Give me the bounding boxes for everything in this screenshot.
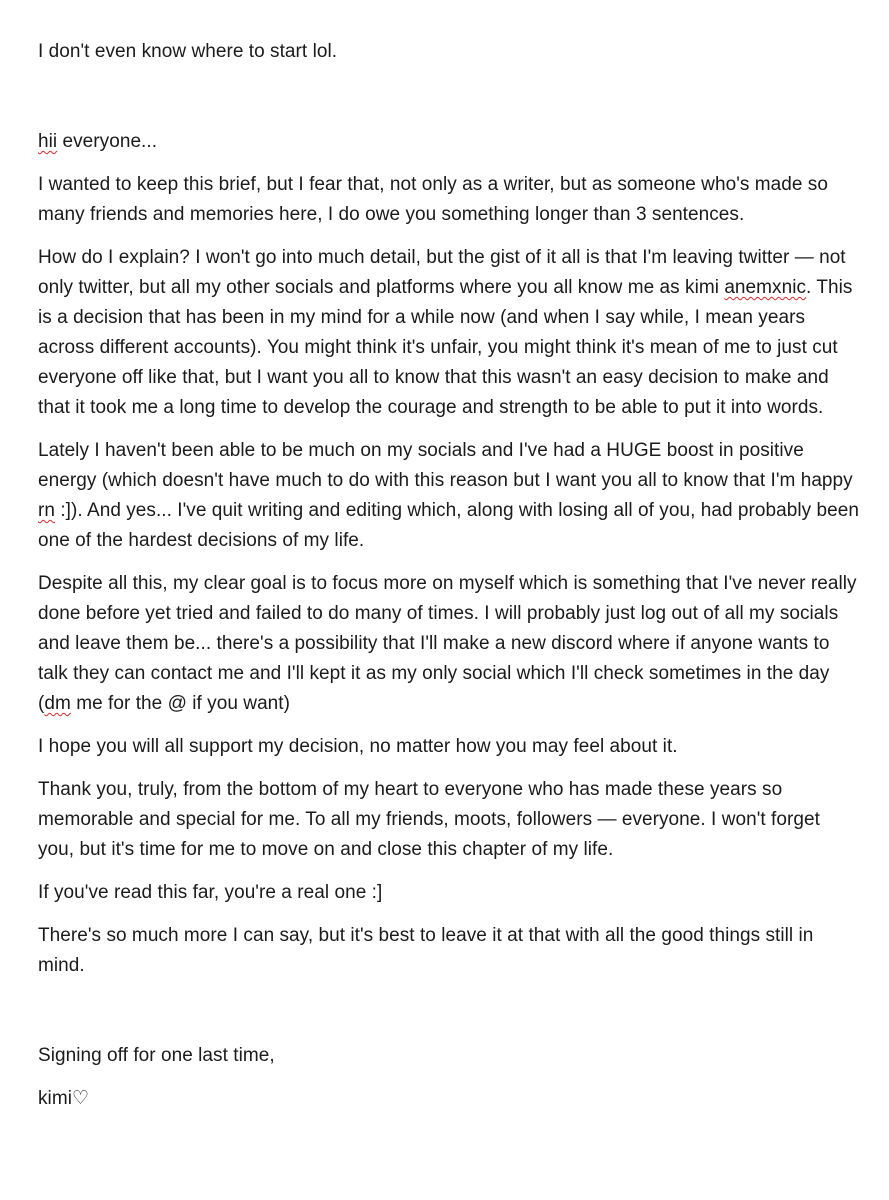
paragraph-text: Despite all this, my clear goal is to focus more on myself which is something that I've never really done before yet tried and failed to do many of times. I will probably just log out of all my socials and leave them be... there's a possibility that I'll make a new discord where if anyone wants to talk they can contact me and I'll kept it as my only social which I'll check sometimes in the day ( [38, 573, 857, 714]
paragraph-thanks: Thank you, truly, from the bottom of my heart to everyone who has made these years so memorable and special for me. To all my friends, moots, followers — everyone. I won't forget you, but it's time for me to move on and close this chapter of my life. [38, 779, 820, 860]
document-body [38, 37, 860, 1127]
paragraph-intro: I wanted to keep this brief, but I fear that, not only as a writer, but as someone who's made so many friends and memories here, I do owe you something longer than 3 sentences. [38, 174, 828, 225]
opening-line: I don't even know where to start lol. [38, 41, 338, 62]
spellcheck-flagged-word: rn [38, 500, 55, 521]
blank-space [38, 994, 860, 1041]
spellcheck-flagged-word: dm [44, 693, 71, 714]
greeting-text: everyone... [57, 131, 158, 152]
paragraph-text: me for the @ if you want) [70, 693, 291, 714]
signature: kimi♡ [38, 1088, 90, 1109]
paragraph-text: . This is a decision that has been in my mind for a while now (and when I say while, I mean years across different accounts). You might think it's unfair, you might think it's mean of me to just cut everyone off like that, but I want you all to know that this wasn't an easy decision to make and that it took me a long time to develop the courage and strength to be able to put it into words. [38, 277, 853, 418]
paragraph-text: Lately I haven't been able to be much on my socials and I've had a HUGE boost in positive energy (which doesn't have much to do with this reason but I want you all to know that I'm happy [38, 440, 853, 491]
paragraph-lately [38, 436, 860, 556]
spellcheck-flagged-word: hii [38, 131, 58, 152]
paragraph-support: I hope you will all support my decision, no matter how you may feel about it. [38, 736, 678, 757]
greeting-line [38, 127, 860, 157]
paragraph-closing: There's so much more I can say, but it's best to leave it at that with all the good things still in mind. [38, 925, 814, 976]
spellcheck-flagged-word: anemxnic [724, 277, 807, 298]
paragraph-real-one: If you've read this far, you're a real one :] [38, 882, 383, 903]
paragraph-text: :]). And yes... I've quit writing and editing which, along with losing all of you, had probably been one of the hardest decisions of my life. [38, 500, 859, 551]
blank-space [38, 80, 860, 127]
paragraph-goal [38, 569, 860, 719]
signoff-line: Signing off for one last time, [38, 1045, 275, 1066]
paragraph-text: How do I explain? I won't go into much detail, but the gist of it all is that I'm leaving twitter — not only twitter, but all my other socials and platforms where you all know me as kimi [38, 247, 846, 298]
paragraph-leaving [38, 243, 860, 423]
